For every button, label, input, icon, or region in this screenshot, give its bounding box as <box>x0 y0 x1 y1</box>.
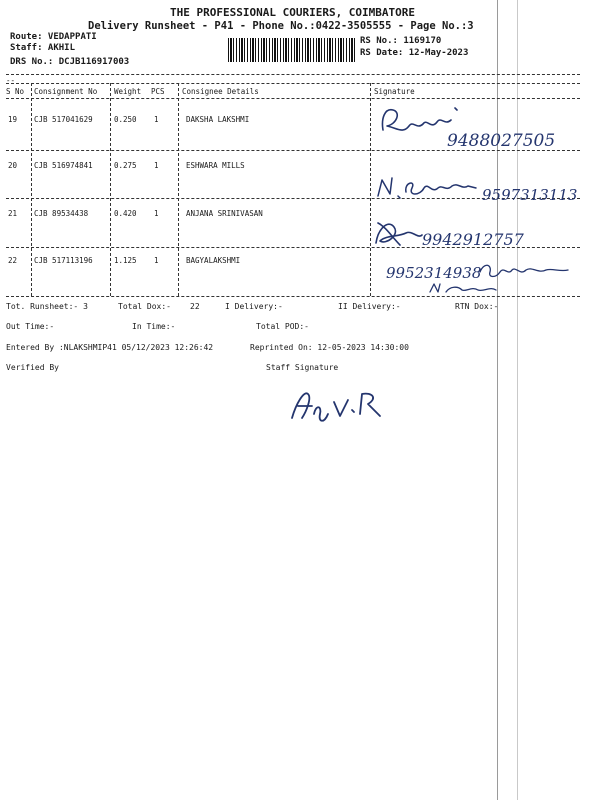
col-sep-4 <box>370 83 371 296</box>
barcode-icon <box>228 38 356 62</box>
row-20-weight: 0.275 <box>114 161 137 170</box>
route-label: Route: VEDAPPATI <box>10 32 97 42</box>
row-22-sno: 22 <box>8 256 18 265</box>
rs-date: RS Date: 12-May-2023 <box>360 48 469 58</box>
row-20-handwritten-phone: 9597313113 <box>482 186 578 204</box>
col-sep-2 <box>110 83 111 296</box>
row-22-handwritten-signature <box>380 256 580 298</box>
staff-label: Staff: AKHIL <box>10 43 76 53</box>
row-20-consignment: CJB 516974841 <box>34 161 93 170</box>
out-time: Out Time:- <box>6 322 55 331</box>
staff-signature-label: Staff Signature <box>266 363 339 372</box>
row-22-pcs: 1 <box>154 256 159 265</box>
col-sno: S No <box>6 87 25 96</box>
row-21-handwritten-phone: 9942912757 <box>422 230 524 249</box>
row-19-weight: 0.250 <box>114 115 137 124</box>
row-22-handwritten-phone: 9952314938 <box>386 264 482 282</box>
total-dox-label: Total Dox:- <box>118 302 171 311</box>
row-21-sno: 21 <box>8 209 18 218</box>
drs-number: DRS No.: DCJB116917003 <box>10 57 130 67</box>
col-sep-1 <box>31 83 32 296</box>
row-22-consignee: BAGYALAKSHMI <box>186 256 241 265</box>
row-19-consignee: DAKSHA LAKSHMI <box>186 115 250 124</box>
col-pcs: PCS <box>151 87 165 96</box>
rule-header-bottom <box>6 98 580 99</box>
row-21-weight: 0.420 <box>114 209 137 218</box>
dash-mark: -- <box>6 76 16 85</box>
ii-delivery: II Delivery:- <box>338 302 401 311</box>
tot-runsheet: Tot. Runsheet:- 3 <box>6 302 88 311</box>
i-delivery: I Delivery:- <box>225 302 283 311</box>
reprinted-on: Reprinted On: 12-05-2023 14:30:00 <box>250 343 409 352</box>
col-weight: Weight <box>114 87 142 96</box>
rs-number: RS No.: 1169170 <box>360 36 442 46</box>
in-time: In Time:- <box>132 322 176 331</box>
runsheet-title: Delivery Runsheet - P41 - Phone No.:0422-3505555 - Page No.:3 <box>88 20 474 32</box>
row-21-handwritten-signature <box>372 215 582 251</box>
entered-by: Entered By :NLAKSHMIP41 05/12/2023 12:26:42 <box>6 343 214 352</box>
col-consignee: Consignee Details <box>182 87 259 96</box>
row-22-consignment: CJB 517113196 <box>34 256 93 265</box>
company-title: THE PROFESSIONAL COURIERS, COIMBATORE <box>170 6 416 19</box>
total-pod: Total POD:- <box>256 322 309 331</box>
row-21-consignee: ANJANA SRINIVASAN <box>186 209 263 218</box>
row-21-pcs: 1 <box>154 209 159 218</box>
row-20-consignee: ESHWARA MILLS <box>186 161 245 170</box>
row-20-handwritten-signature <box>372 170 592 206</box>
verified-by: Verified By <box>6 363 59 372</box>
row-19-sno: 19 <box>8 115 18 124</box>
row-19-consignment: CJB 517041629 <box>34 115 93 124</box>
row-20-pcs: 1 <box>154 161 159 170</box>
row-19-handwritten-phone: 9488027505 <box>447 131 556 151</box>
rule-top <box>6 74 580 75</box>
rtn-dox: RTN Dox:- <box>455 302 499 311</box>
row-19-handwritten-signature <box>375 100 585 152</box>
col-signature: Signature <box>374 87 415 96</box>
row-22-weight: 1.125 <box>114 256 137 265</box>
col-consignment: Consignment No <box>34 87 98 96</box>
rule-header-top <box>6 83 580 84</box>
row-20-sno: 20 <box>8 161 18 170</box>
row-21-consignment: CJB 89534438 <box>34 209 89 218</box>
row-19-pcs: 1 <box>154 115 159 124</box>
total-dox-value: 22 <box>190 302 200 311</box>
col-sep-3 <box>178 83 179 296</box>
staff-handwritten-signature <box>288 384 398 426</box>
